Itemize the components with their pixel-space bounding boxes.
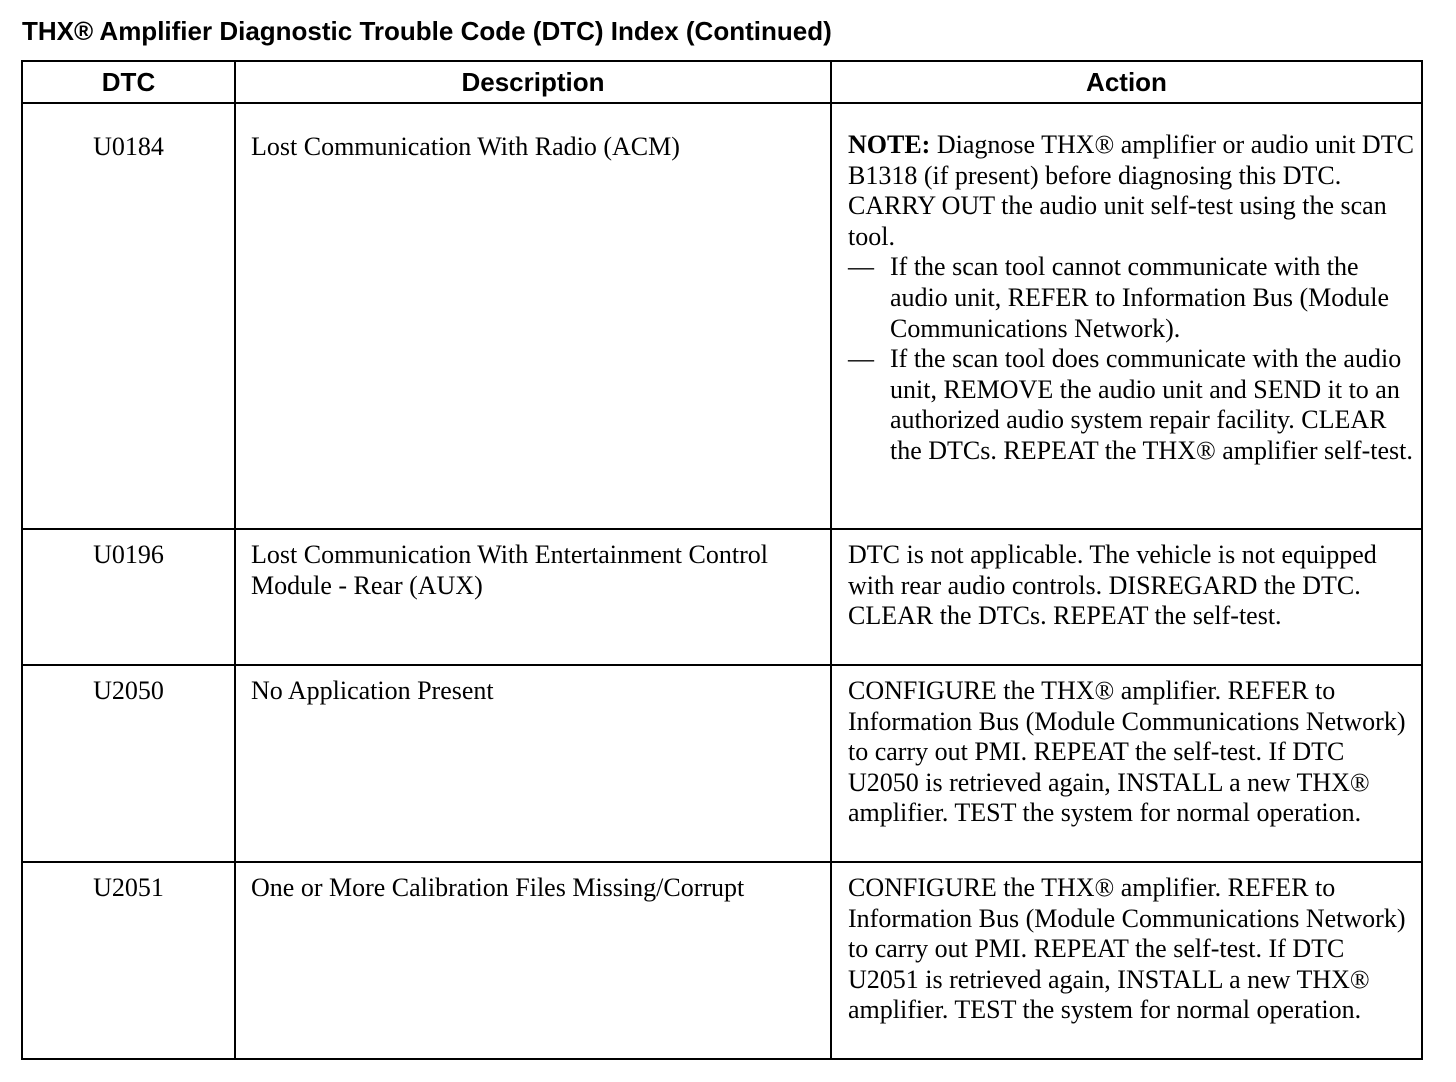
description-cell: Lost Communication With Entertainment Control Module - Rear (AUX) <box>235 529 831 665</box>
dtc-code-cell: U0196 <box>22 529 235 665</box>
action-bullet-text: If the scan tool cannot communicate with the audio unit, REFER to Information Bus (Module Communications Network). <box>890 252 1390 343</box>
action-text: CARRY OUT the audio unit self-test using the scan tool. <box>848 191 1387 251</box>
action-cell: CONFIGURE the THX® amplifier. REFER to Information Bus (Module Communications Network) to carry out PMI. REPEAT the self-test. If DTC U2050 is retrieved again, INSTALL a new THX® amplifier. TEST the system for normal operation. <box>831 665 1422 862</box>
table-row <box>22 665 1422 862</box>
dtc-code-cell: U2051 <box>22 862 235 1059</box>
note-paragraph <box>848 130 1415 191</box>
dtc-index-table <box>21 60 1423 1060</box>
em-dash-marker: — <box>848 252 874 282</box>
table-row <box>22 529 1422 665</box>
table-row <box>22 103 1422 529</box>
action-bullet-text: If the scan tool does communicate with the audio unit, REMOVE the audio unit and SEND it to an authorized audio system repair facility. CLEAR the DTCs. REPEAT the THX® amplifier self-test. <box>890 344 1413 465</box>
action-bullet <box>848 344 1415 466</box>
table-row <box>22 862 1422 1059</box>
note-label: NOTE: <box>848 130 931 159</box>
action-cell <box>831 103 1422 529</box>
description-cell: One or More Calibration Files Missing/Corrupt <box>235 862 831 1059</box>
note-text: Diagnose THX® amplifier or audio unit DTC B1318 (if present) before diagnosing this DTC. <box>848 130 1414 190</box>
page-title: THX® Amplifier Diagnostic Trouble Code (DTC) Index (Continued) <box>22 16 832 46</box>
column-header-action: Action <box>831 61 1422 103</box>
description-cell: No Application Present <box>235 665 831 862</box>
table-header-row <box>22 61 1422 103</box>
dtc-code-cell: U2050 <box>22 665 235 862</box>
action-cell: CONFIGURE the THX® amplifier. REFER to Information Bus (Module Communications Network) to carry out PMI. REPEAT the self-test. If DTC U2051 is retrieved again, INSTALL a new THX® amplifier. TEST the system for normal operation. <box>831 862 1422 1059</box>
em-dash-marker: — <box>848 344 874 374</box>
column-header-description: Description <box>235 61 831 103</box>
action-bullet <box>848 252 1415 344</box>
action-cell: DTC is not applicable. The vehicle is not equipped with rear audio controls. DISREGARD the DTC. CLEAR the DTCs. REPEAT the self-test. <box>831 529 1422 665</box>
column-header-dtc: DTC <box>22 61 235 103</box>
description-cell: Lost Communication With Radio (ACM) <box>235 103 831 529</box>
dtc-code-cell: U0184 <box>22 103 235 529</box>
